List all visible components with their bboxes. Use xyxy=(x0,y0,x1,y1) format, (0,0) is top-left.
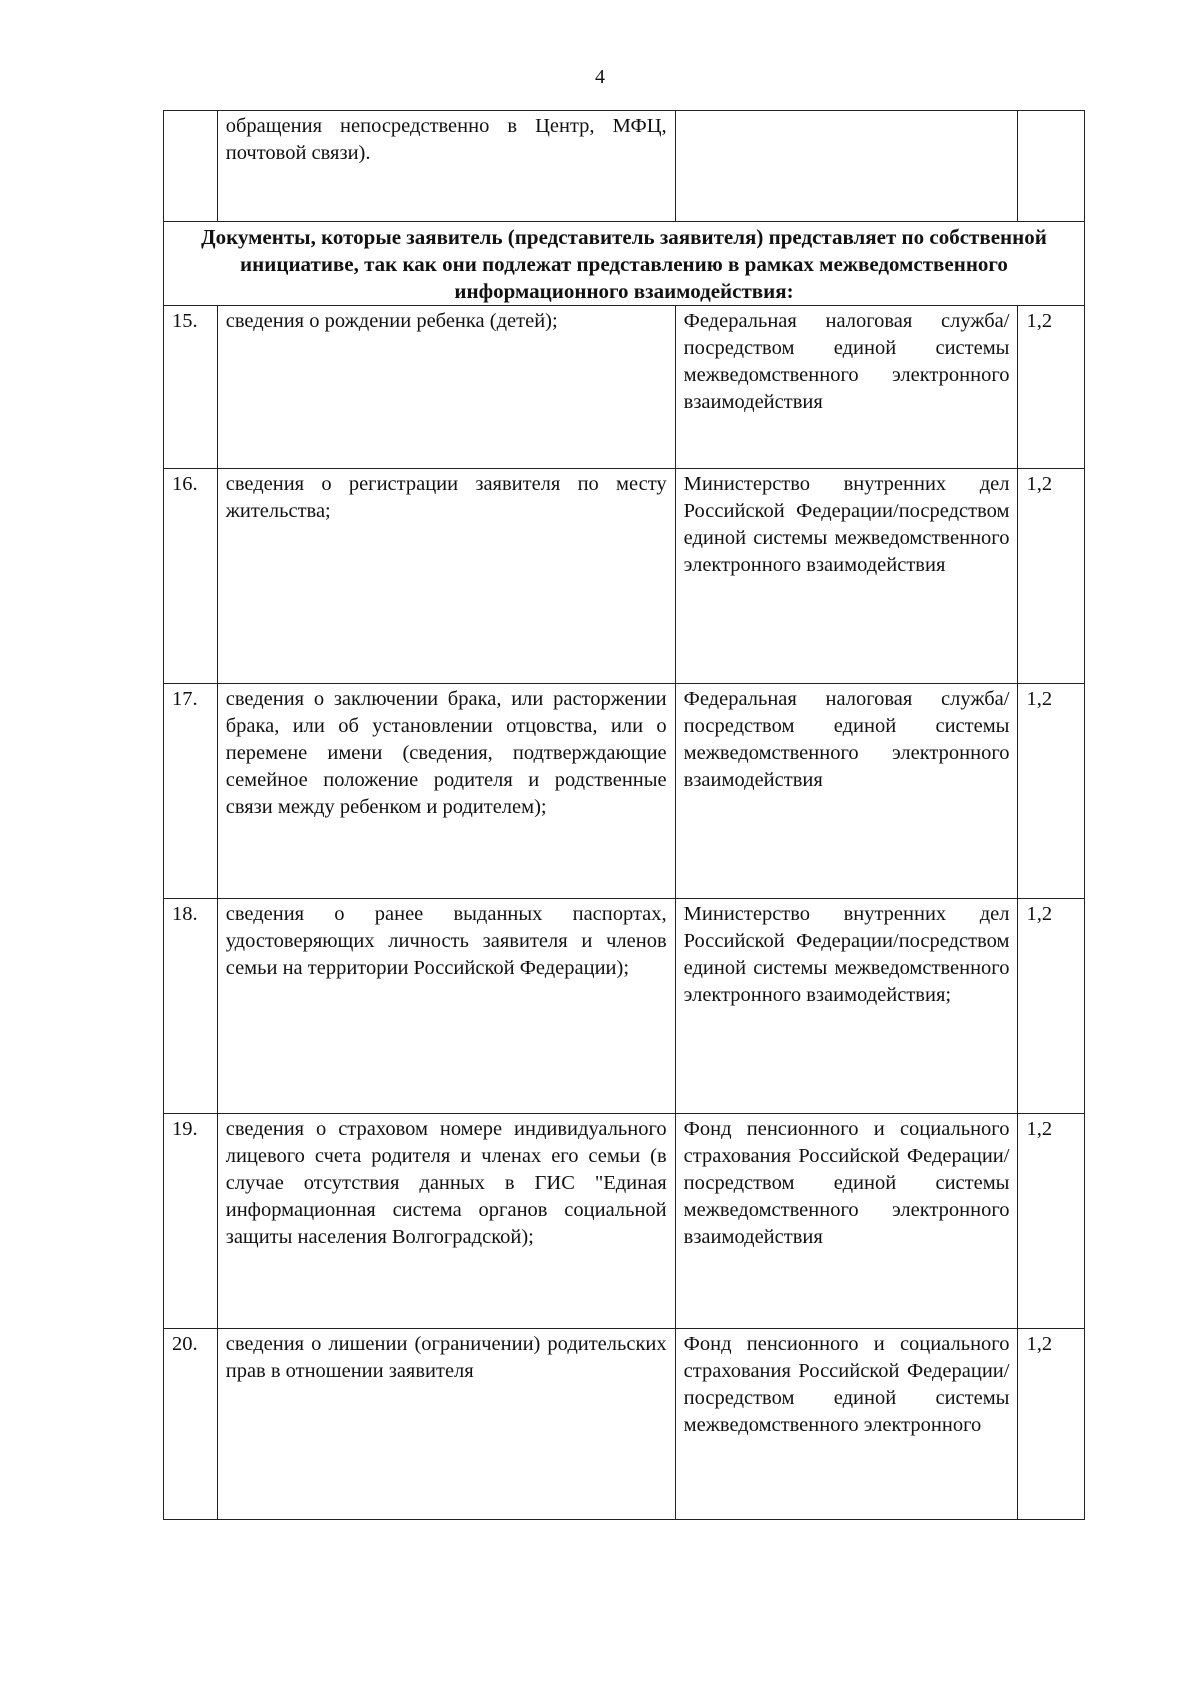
row-source: Фонд пенсионного и социального страхования Российской Федерации/посредством единой системы межведомственного электронного взаимодействия xyxy=(675,1114,1018,1329)
row-source: Министерство внутренних дел Российской Федерации/посредством единой системы межведомственного электронного взаимодействия xyxy=(675,469,1018,684)
section-heading-row xyxy=(164,222,1085,306)
row-number: 16. xyxy=(164,469,218,684)
row-description: сведения о регистрации заявителя по месту жительства; xyxy=(217,469,675,684)
row-description: сведения о заключении брака, или расторжении брака, или об установлении отцовства, или о перемене имени (сведения, подтверждающие семейное положение родителя и родственные связи между ребенком и родителем); xyxy=(217,684,675,899)
row-ref: 1,2 xyxy=(1018,469,1085,684)
row-number: 15. xyxy=(164,306,218,469)
documents-table xyxy=(163,110,1085,1520)
row-number-cell xyxy=(164,111,218,222)
table-row xyxy=(164,684,1085,899)
page-number: 4 xyxy=(595,66,605,88)
row-description: обращения непосредственно в Центр, МФЦ, почтовой связи). xyxy=(217,111,675,222)
row-source: Министерство внутренних дел Российской Федерации/посредством единой системы межведомственного электронного взаимодействия; xyxy=(675,899,1018,1114)
row-number: 19. xyxy=(164,1114,218,1329)
row-number: 20. xyxy=(164,1329,218,1520)
row-description: сведения о страховом номере индивидуального лицевого счета родителя и членах его семьи (в случае отсутствия данных в ГИС "Единая информационная система органов социальной защиты населения Волгоградской); xyxy=(217,1114,675,1329)
row-ref: 1,2 xyxy=(1018,1114,1085,1329)
row-source: Фонд пенсионного и социального страхования Российской Федерации/посредством единой системы межведомственного электронного xyxy=(675,1329,1018,1520)
table-row xyxy=(164,1114,1085,1329)
row-source: Федеральная налоговая служба/посредством единой системы межведомственного электронного взаимодействия xyxy=(675,306,1018,469)
table-row xyxy=(164,899,1085,1114)
row-ref: 1,2 xyxy=(1018,684,1085,899)
row-source: Федеральная налоговая служба/посредством единой системы межведомственного электронного взаимодействия xyxy=(675,684,1018,899)
table-row-continued xyxy=(164,111,1085,222)
row-ref: 1,2 xyxy=(1018,306,1085,469)
table-row xyxy=(164,469,1085,684)
section-heading: Документы, которые заявитель (представитель заявителя) представляет по собственной инициативе, так как они подлежат представлению в рамках межведомственного информационного взаимодействия: xyxy=(164,222,1085,306)
row-description: сведения о рождении ребенка (детей); xyxy=(217,306,675,469)
row-description: сведения о лишении (ограничении) родительских прав в отношении заявителя xyxy=(217,1329,675,1520)
row-number: 17. xyxy=(164,684,218,899)
row-ref: 1,2 xyxy=(1018,1329,1085,1520)
row-description: сведения о ранее выданных паспортах, удостоверяющих личность заявителя и членов семьи на территории Российской Федерации); xyxy=(217,899,675,1114)
row-ref: 1,2 xyxy=(1018,899,1085,1114)
row-source xyxy=(675,111,1018,222)
table-row xyxy=(164,306,1085,469)
row-ref xyxy=(1018,111,1085,222)
row-number: 18. xyxy=(164,899,218,1114)
table-row xyxy=(164,1329,1085,1520)
